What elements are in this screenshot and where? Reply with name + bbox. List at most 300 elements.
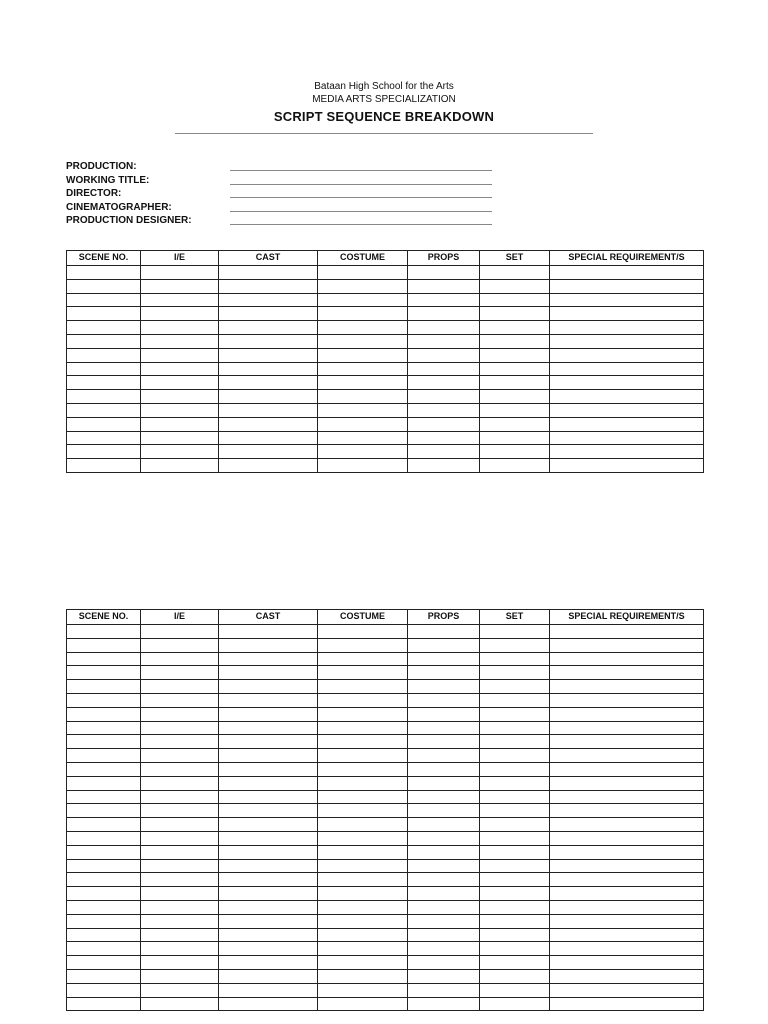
table-cell[interactable] bbox=[219, 997, 318, 1011]
table-cell[interactable] bbox=[550, 721, 704, 735]
table-cell[interactable] bbox=[550, 376, 704, 390]
table-cell[interactable] bbox=[318, 969, 408, 983]
table-cell[interactable] bbox=[480, 403, 550, 417]
table-cell[interactable] bbox=[67, 956, 141, 970]
table-cell[interactable] bbox=[480, 431, 550, 445]
table-cell[interactable] bbox=[67, 845, 141, 859]
table-cell[interactable] bbox=[67, 983, 141, 997]
table-cell[interactable] bbox=[219, 666, 318, 680]
table-cell[interactable] bbox=[141, 969, 219, 983]
table-cell[interactable] bbox=[408, 956, 480, 970]
table-cell[interactable] bbox=[550, 900, 704, 914]
table-cell[interactable] bbox=[480, 362, 550, 376]
table-cell[interactable] bbox=[141, 776, 219, 790]
table-cell[interactable] bbox=[550, 431, 704, 445]
table-cell[interactable] bbox=[408, 914, 480, 928]
table-cell[interactable] bbox=[408, 790, 480, 804]
table-cell[interactable] bbox=[219, 900, 318, 914]
table-cell[interactable] bbox=[67, 693, 141, 707]
table-cell[interactable] bbox=[480, 928, 550, 942]
table-cell[interactable] bbox=[141, 956, 219, 970]
table-cell[interactable] bbox=[408, 762, 480, 776]
table-cell[interactable] bbox=[141, 873, 219, 887]
table-cell[interactable] bbox=[550, 762, 704, 776]
table-cell[interactable] bbox=[408, 900, 480, 914]
table-cell[interactable] bbox=[550, 321, 704, 335]
table-cell[interactable] bbox=[480, 334, 550, 348]
table-cell[interactable] bbox=[480, 762, 550, 776]
table-cell[interactable] bbox=[408, 831, 480, 845]
table-cell[interactable] bbox=[219, 321, 318, 335]
table-cell[interactable] bbox=[408, 749, 480, 763]
table-cell[interactable] bbox=[408, 983, 480, 997]
table-cell[interactable] bbox=[480, 749, 550, 763]
table-cell[interactable] bbox=[480, 390, 550, 404]
table-cell[interactable] bbox=[480, 376, 550, 390]
table-cell[interactable] bbox=[318, 928, 408, 942]
table-cell[interactable] bbox=[550, 859, 704, 873]
table-cell[interactable] bbox=[219, 307, 318, 321]
table-cell[interactable] bbox=[408, 417, 480, 431]
table-cell[interactable] bbox=[219, 969, 318, 983]
table-cell[interactable] bbox=[480, 831, 550, 845]
table-cell[interactable] bbox=[219, 403, 318, 417]
table-cell[interactable] bbox=[67, 293, 141, 307]
table-cell[interactable] bbox=[318, 942, 408, 956]
table-cell[interactable] bbox=[318, 403, 408, 417]
table-cell[interactable] bbox=[219, 417, 318, 431]
table-cell[interactable] bbox=[318, 652, 408, 666]
table-cell[interactable] bbox=[141, 887, 219, 901]
table-cell[interactable] bbox=[318, 790, 408, 804]
table-cell[interactable] bbox=[318, 431, 408, 445]
table-cell[interactable] bbox=[480, 942, 550, 956]
table-cell[interactable] bbox=[318, 831, 408, 845]
table-cell[interactable] bbox=[67, 625, 141, 639]
table-cell[interactable] bbox=[318, 721, 408, 735]
table-cell[interactable] bbox=[408, 652, 480, 666]
table-cell[interactable] bbox=[318, 873, 408, 887]
table-cell[interactable] bbox=[480, 804, 550, 818]
table-cell[interactable] bbox=[141, 293, 219, 307]
table-cell[interactable] bbox=[219, 376, 318, 390]
table-cell[interactable] bbox=[318, 776, 408, 790]
table-cell[interactable] bbox=[550, 749, 704, 763]
table-cell[interactable] bbox=[408, 997, 480, 1011]
table-cell[interactable] bbox=[67, 266, 141, 280]
table-cell[interactable] bbox=[141, 859, 219, 873]
table-cell[interactable] bbox=[480, 680, 550, 694]
table-cell[interactable] bbox=[408, 638, 480, 652]
table-cell[interactable] bbox=[141, 735, 219, 749]
field-blank-line[interactable] bbox=[230, 170, 492, 171]
table-cell[interactable] bbox=[550, 266, 704, 280]
table-cell[interactable] bbox=[141, 845, 219, 859]
table-cell[interactable] bbox=[141, 790, 219, 804]
table-cell[interactable] bbox=[408, 707, 480, 721]
table-cell[interactable] bbox=[219, 693, 318, 707]
table-cell[interactable] bbox=[219, 831, 318, 845]
table-cell[interactable] bbox=[318, 376, 408, 390]
table-cell[interactable] bbox=[550, 873, 704, 887]
table-cell[interactable] bbox=[318, 334, 408, 348]
table-cell[interactable] bbox=[318, 293, 408, 307]
table-cell[interactable] bbox=[67, 749, 141, 763]
table-cell[interactable] bbox=[408, 390, 480, 404]
table-cell[interactable] bbox=[550, 362, 704, 376]
table-cell[interactable] bbox=[141, 831, 219, 845]
table-cell[interactable] bbox=[408, 735, 480, 749]
table-cell[interactable] bbox=[480, 790, 550, 804]
table-cell[interactable] bbox=[67, 638, 141, 652]
table-cell[interactable] bbox=[318, 983, 408, 997]
table-cell[interactable] bbox=[141, 983, 219, 997]
table-cell[interactable] bbox=[67, 707, 141, 721]
table-cell[interactable] bbox=[550, 790, 704, 804]
table-cell[interactable] bbox=[67, 390, 141, 404]
table-cell[interactable] bbox=[219, 431, 318, 445]
table-cell[interactable] bbox=[67, 914, 141, 928]
table-cell[interactable] bbox=[550, 804, 704, 818]
table-cell[interactable] bbox=[408, 887, 480, 901]
table-cell[interactable] bbox=[318, 900, 408, 914]
table-cell[interactable] bbox=[219, 762, 318, 776]
table-cell[interactable] bbox=[219, 845, 318, 859]
table-cell[interactable] bbox=[318, 390, 408, 404]
table-cell[interactable] bbox=[318, 818, 408, 832]
table-cell[interactable] bbox=[318, 914, 408, 928]
table-cell[interactable] bbox=[67, 445, 141, 459]
table-cell[interactable] bbox=[550, 459, 704, 473]
table-cell[interactable] bbox=[67, 459, 141, 473]
table-cell[interactable] bbox=[67, 680, 141, 694]
table-cell[interactable] bbox=[408, 873, 480, 887]
table-cell[interactable] bbox=[408, 334, 480, 348]
table-cell[interactable] bbox=[480, 707, 550, 721]
table-cell[interactable] bbox=[550, 928, 704, 942]
table-cell[interactable] bbox=[318, 362, 408, 376]
table-cell[interactable] bbox=[141, 266, 219, 280]
table-cell[interactable] bbox=[318, 445, 408, 459]
table-cell[interactable] bbox=[219, 707, 318, 721]
table-cell[interactable] bbox=[219, 804, 318, 818]
table-cell[interactable] bbox=[67, 321, 141, 335]
table-cell[interactable] bbox=[550, 334, 704, 348]
table-cell[interactable] bbox=[219, 721, 318, 735]
table-cell[interactable] bbox=[408, 942, 480, 956]
table-cell[interactable] bbox=[480, 307, 550, 321]
table-cell[interactable] bbox=[480, 445, 550, 459]
table-cell[interactable] bbox=[67, 997, 141, 1011]
table-cell[interactable] bbox=[480, 348, 550, 362]
table-cell[interactable] bbox=[219, 983, 318, 997]
table-cell[interactable] bbox=[480, 914, 550, 928]
table-cell[interactable] bbox=[408, 307, 480, 321]
table-cell[interactable] bbox=[408, 362, 480, 376]
table-cell[interactable] bbox=[480, 776, 550, 790]
table-cell[interactable] bbox=[408, 293, 480, 307]
table-cell[interactable] bbox=[408, 969, 480, 983]
table-cell[interactable] bbox=[67, 900, 141, 914]
table-cell[interactable] bbox=[480, 321, 550, 335]
table-cell[interactable] bbox=[480, 873, 550, 887]
table-cell[interactable] bbox=[141, 762, 219, 776]
table-cell[interactable] bbox=[408, 459, 480, 473]
table-cell[interactable] bbox=[141, 625, 219, 639]
table-cell[interactable] bbox=[408, 266, 480, 280]
table-cell[interactable] bbox=[550, 348, 704, 362]
table-cell[interactable] bbox=[141, 666, 219, 680]
table-cell[interactable] bbox=[219, 445, 318, 459]
table-cell[interactable] bbox=[67, 928, 141, 942]
table-cell[interactable] bbox=[318, 859, 408, 873]
table-cell[interactable] bbox=[408, 721, 480, 735]
table-cell[interactable] bbox=[408, 818, 480, 832]
table-cell[interactable] bbox=[408, 776, 480, 790]
table-cell[interactable] bbox=[318, 956, 408, 970]
table-cell[interactable] bbox=[408, 348, 480, 362]
table-cell[interactable] bbox=[67, 831, 141, 845]
table-cell[interactable] bbox=[141, 279, 219, 293]
table-cell[interactable] bbox=[318, 321, 408, 335]
table-cell[interactable] bbox=[141, 942, 219, 956]
table-cell[interactable] bbox=[219, 818, 318, 832]
table-cell[interactable] bbox=[67, 790, 141, 804]
table-cell[interactable] bbox=[141, 804, 219, 818]
table-cell[interactable] bbox=[67, 818, 141, 832]
table-cell[interactable] bbox=[318, 804, 408, 818]
table-cell[interactable] bbox=[318, 680, 408, 694]
table-cell[interactable] bbox=[480, 735, 550, 749]
table-cell[interactable] bbox=[550, 666, 704, 680]
table-cell[interactable] bbox=[219, 859, 318, 873]
table-cell[interactable] bbox=[67, 887, 141, 901]
table-cell[interactable] bbox=[141, 749, 219, 763]
table-cell[interactable] bbox=[408, 859, 480, 873]
table-cell[interactable] bbox=[480, 459, 550, 473]
table-cell[interactable] bbox=[219, 348, 318, 362]
table-cell[interactable] bbox=[550, 390, 704, 404]
field-blank-line[interactable] bbox=[230, 224, 492, 225]
table-cell[interactable] bbox=[141, 928, 219, 942]
table-cell[interactable] bbox=[67, 942, 141, 956]
field-blank-line[interactable] bbox=[230, 184, 492, 185]
table-cell[interactable] bbox=[408, 279, 480, 293]
table-cell[interactable] bbox=[480, 983, 550, 997]
table-cell[interactable] bbox=[550, 707, 704, 721]
table-cell[interactable] bbox=[408, 666, 480, 680]
table-cell[interactable] bbox=[141, 693, 219, 707]
table-cell[interactable] bbox=[480, 818, 550, 832]
table-cell[interactable] bbox=[141, 707, 219, 721]
table-cell[interactable] bbox=[67, 334, 141, 348]
table-cell[interactable] bbox=[480, 845, 550, 859]
table-cell[interactable] bbox=[408, 376, 480, 390]
table-cell[interactable] bbox=[550, 445, 704, 459]
table-cell[interactable] bbox=[480, 859, 550, 873]
table-cell[interactable] bbox=[67, 348, 141, 362]
table-cell[interactable] bbox=[67, 652, 141, 666]
table-cell[interactable] bbox=[141, 652, 219, 666]
table-cell[interactable] bbox=[550, 983, 704, 997]
table-cell[interactable] bbox=[550, 638, 704, 652]
table-cell[interactable] bbox=[219, 625, 318, 639]
table-cell[interactable] bbox=[141, 459, 219, 473]
table-cell[interactable] bbox=[408, 845, 480, 859]
table-cell[interactable] bbox=[219, 735, 318, 749]
table-cell[interactable] bbox=[550, 279, 704, 293]
table-cell[interactable] bbox=[550, 831, 704, 845]
table-cell[interactable] bbox=[219, 887, 318, 901]
table-cell[interactable] bbox=[318, 417, 408, 431]
table-cell[interactable] bbox=[219, 914, 318, 928]
table-cell[interactable] bbox=[550, 818, 704, 832]
table-cell[interactable] bbox=[67, 859, 141, 873]
table-cell[interactable] bbox=[550, 942, 704, 956]
table-cell[interactable] bbox=[480, 652, 550, 666]
table-cell[interactable] bbox=[67, 376, 141, 390]
table-cell[interactable] bbox=[408, 680, 480, 694]
table-cell[interactable] bbox=[318, 762, 408, 776]
table-cell[interactable] bbox=[550, 735, 704, 749]
table-cell[interactable] bbox=[219, 390, 318, 404]
table-cell[interactable] bbox=[550, 845, 704, 859]
table-cell[interactable] bbox=[480, 721, 550, 735]
table-cell[interactable] bbox=[67, 721, 141, 735]
table-cell[interactable] bbox=[550, 969, 704, 983]
table-cell[interactable] bbox=[550, 403, 704, 417]
table-cell[interactable] bbox=[480, 625, 550, 639]
table-cell[interactable] bbox=[408, 321, 480, 335]
table-cell[interactable] bbox=[141, 390, 219, 404]
field-blank-line[interactable] bbox=[230, 211, 492, 212]
table-cell[interactable] bbox=[480, 900, 550, 914]
table-cell[interactable] bbox=[318, 307, 408, 321]
table-cell[interactable] bbox=[141, 997, 219, 1011]
table-cell[interactable] bbox=[318, 997, 408, 1011]
table-cell[interactable] bbox=[219, 776, 318, 790]
table-cell[interactable] bbox=[480, 638, 550, 652]
table-cell[interactable] bbox=[219, 279, 318, 293]
table-cell[interactable] bbox=[480, 266, 550, 280]
table-cell[interactable] bbox=[318, 348, 408, 362]
table-cell[interactable] bbox=[219, 749, 318, 763]
table-cell[interactable] bbox=[219, 956, 318, 970]
table-cell[interactable] bbox=[480, 417, 550, 431]
table-cell[interactable] bbox=[219, 362, 318, 376]
table-cell[interactable] bbox=[67, 969, 141, 983]
table-cell[interactable] bbox=[67, 362, 141, 376]
table-cell[interactable] bbox=[141, 321, 219, 335]
table-cell[interactable] bbox=[67, 804, 141, 818]
table-cell[interactable] bbox=[141, 348, 219, 362]
table-cell[interactable] bbox=[480, 887, 550, 901]
table-cell[interactable] bbox=[550, 693, 704, 707]
table-cell[interactable] bbox=[550, 307, 704, 321]
table-cell[interactable] bbox=[141, 445, 219, 459]
table-cell[interactable] bbox=[408, 804, 480, 818]
table-cell[interactable] bbox=[550, 417, 704, 431]
table-cell[interactable] bbox=[67, 735, 141, 749]
table-cell[interactable] bbox=[141, 417, 219, 431]
table-cell[interactable] bbox=[550, 625, 704, 639]
table-cell[interactable] bbox=[550, 997, 704, 1011]
table-cell[interactable] bbox=[141, 376, 219, 390]
table-cell[interactable] bbox=[480, 956, 550, 970]
table-cell[interactable] bbox=[141, 403, 219, 417]
table-cell[interactable] bbox=[480, 969, 550, 983]
table-cell[interactable] bbox=[550, 776, 704, 790]
table-cell[interactable] bbox=[141, 900, 219, 914]
table-cell[interactable] bbox=[318, 735, 408, 749]
table-cell[interactable] bbox=[141, 334, 219, 348]
table-cell[interactable] bbox=[219, 790, 318, 804]
table-cell[interactable] bbox=[318, 266, 408, 280]
table-cell[interactable] bbox=[141, 818, 219, 832]
table-cell[interactable] bbox=[67, 417, 141, 431]
table-cell[interactable] bbox=[67, 403, 141, 417]
table-cell[interactable] bbox=[408, 403, 480, 417]
table-cell[interactable] bbox=[550, 652, 704, 666]
table-cell[interactable] bbox=[318, 693, 408, 707]
table-cell[interactable] bbox=[318, 638, 408, 652]
table-cell[interactable] bbox=[219, 652, 318, 666]
table-cell[interactable] bbox=[67, 279, 141, 293]
table-cell[interactable] bbox=[408, 693, 480, 707]
table-cell[interactable] bbox=[550, 914, 704, 928]
table-cell[interactable] bbox=[318, 845, 408, 859]
table-cell[interactable] bbox=[318, 707, 408, 721]
table-cell[interactable] bbox=[480, 666, 550, 680]
table-cell[interactable] bbox=[480, 693, 550, 707]
table-cell[interactable] bbox=[550, 293, 704, 307]
table-cell[interactable] bbox=[141, 638, 219, 652]
table-cell[interactable] bbox=[67, 307, 141, 321]
table-cell[interactable] bbox=[480, 293, 550, 307]
table-cell[interactable] bbox=[550, 956, 704, 970]
table-cell[interactable] bbox=[67, 666, 141, 680]
table-cell[interactable] bbox=[318, 887, 408, 901]
table-cell[interactable] bbox=[408, 431, 480, 445]
table-cell[interactable] bbox=[67, 431, 141, 445]
table-cell[interactable] bbox=[219, 928, 318, 942]
table-cell[interactable] bbox=[141, 680, 219, 694]
table-cell[interactable] bbox=[219, 293, 318, 307]
table-cell[interactable] bbox=[408, 928, 480, 942]
table-cell[interactable] bbox=[219, 334, 318, 348]
table-cell[interactable] bbox=[219, 459, 318, 473]
table-cell[interactable] bbox=[141, 914, 219, 928]
table-cell[interactable] bbox=[219, 942, 318, 956]
table-cell[interactable] bbox=[141, 721, 219, 735]
table-cell[interactable] bbox=[318, 459, 408, 473]
table-cell[interactable] bbox=[550, 887, 704, 901]
table-cell[interactable] bbox=[318, 279, 408, 293]
table-cell[interactable] bbox=[141, 431, 219, 445]
table-cell[interactable] bbox=[318, 666, 408, 680]
table-cell[interactable] bbox=[67, 776, 141, 790]
table-cell[interactable] bbox=[67, 873, 141, 887]
table-cell[interactable] bbox=[67, 762, 141, 776]
field-blank-line[interactable] bbox=[230, 197, 492, 198]
table-cell[interactable] bbox=[550, 680, 704, 694]
table-cell[interactable] bbox=[318, 749, 408, 763]
table-cell[interactable] bbox=[408, 445, 480, 459]
table-cell[interactable] bbox=[141, 362, 219, 376]
table-cell[interactable] bbox=[318, 625, 408, 639]
table-cell[interactable] bbox=[480, 997, 550, 1011]
table-cell[interactable] bbox=[219, 680, 318, 694]
